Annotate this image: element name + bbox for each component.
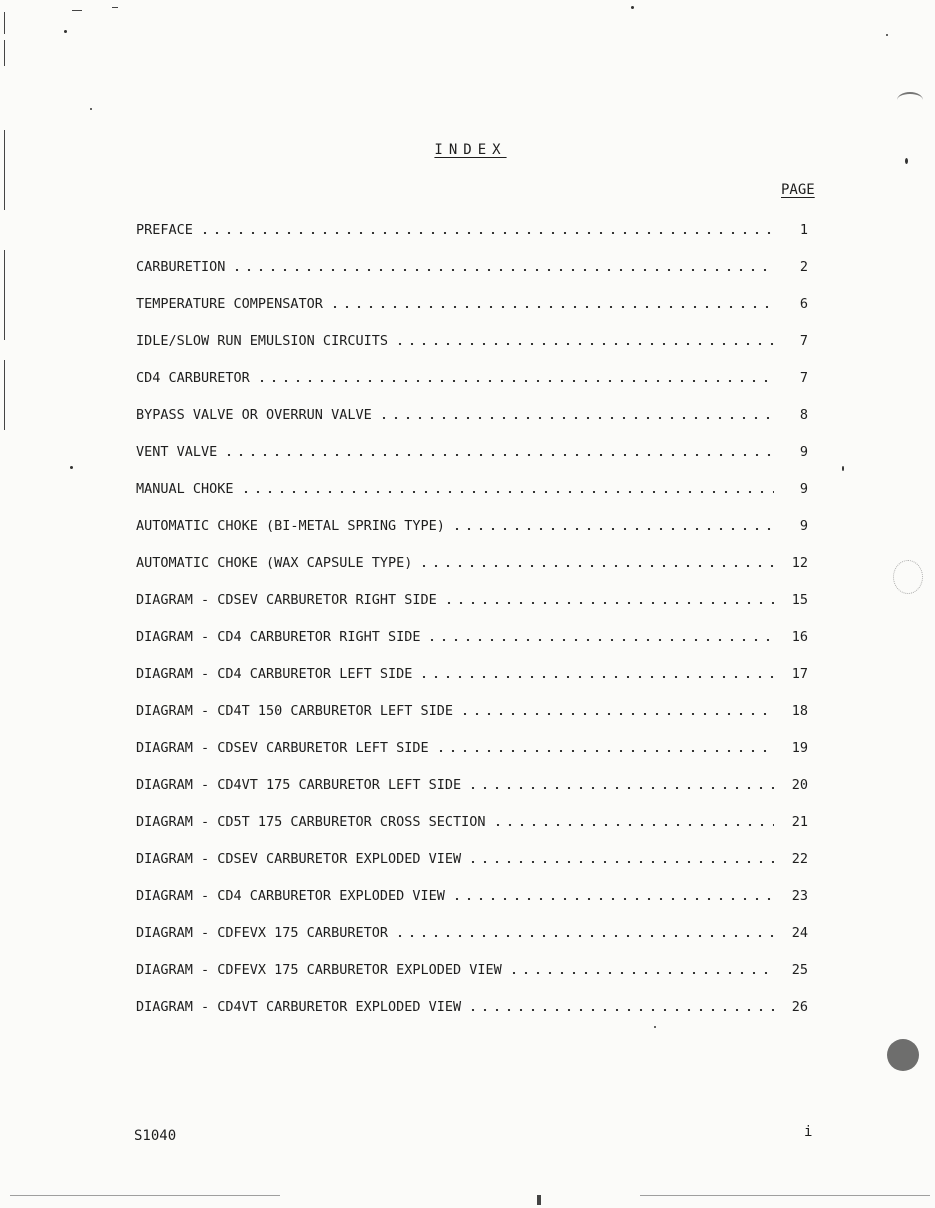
toc-entry xyxy=(136,588,808,608)
toc-entry-page: 2 xyxy=(799,259,808,275)
toc-entry-label: PREFACE xyxy=(136,222,193,238)
toc-entry xyxy=(136,514,808,534)
scan-mark xyxy=(10,1195,280,1196)
toc-entry xyxy=(136,218,808,238)
toc-entry-label: DIAGRAM - CD4VT CARBURETOR EXPLODED VIEW xyxy=(136,999,462,1015)
dot-leader xyxy=(394,935,774,937)
scan-mark xyxy=(4,12,5,34)
toc-entry-label: DIAGRAM - CD5T 175 CARBURETOR CROSS SECTION xyxy=(136,814,486,830)
toc-entry xyxy=(136,366,808,386)
toc-entry-page: 9 xyxy=(799,444,808,460)
scan-speck xyxy=(631,6,634,9)
toc-entry-page: 12 xyxy=(791,555,808,571)
scan-speck xyxy=(905,158,908,164)
dot-leader xyxy=(435,750,774,752)
scan-mark xyxy=(72,10,82,11)
toc-entry xyxy=(136,884,808,904)
dot-leader xyxy=(492,824,775,826)
toc-entry-page: 17 xyxy=(791,666,808,682)
toc-entry-page: 20 xyxy=(791,777,808,793)
scan-speck xyxy=(886,34,888,36)
punch-hole-mark xyxy=(893,560,923,594)
toc-entry-page: 7 xyxy=(799,333,808,349)
toc-entry xyxy=(136,958,808,978)
toc-entry-page: 1 xyxy=(799,222,808,238)
scan-mark xyxy=(4,360,5,430)
toc-entry-page: 26 xyxy=(791,999,808,1015)
scan-mark xyxy=(4,130,5,210)
toc-entry-page: 15 xyxy=(791,592,808,608)
dot-leader xyxy=(451,898,774,900)
dot-leader xyxy=(467,861,774,863)
toc-entry xyxy=(136,329,808,349)
toc-entry xyxy=(136,736,808,756)
toc-entry-label: IDLE/SLOW RUN EMULSION CIRCUITS xyxy=(136,333,388,349)
scan-speck xyxy=(64,30,67,33)
toc-entry-label: DIAGRAM - CD4 CARBURETOR RIGHT SIDE xyxy=(136,629,421,645)
toc-entry xyxy=(136,255,808,275)
toc-entry-label: DIAGRAM - CDFEVX 175 CARBURETOR EXPLODED VIEW xyxy=(136,962,502,978)
dot-leader xyxy=(240,491,774,493)
toc-entry-page: 6 xyxy=(799,296,808,312)
toc-entry-label: DIAGRAM - CD4VT 175 CARBURETOR LEFT SIDE xyxy=(136,777,462,793)
toc-entry xyxy=(136,699,808,719)
dot-leader xyxy=(378,417,774,419)
dot-leader xyxy=(467,1009,774,1011)
dot-leader xyxy=(443,602,774,604)
toc-entry xyxy=(136,625,808,645)
toc-entry-label: DIAGRAM - CD4 CARBURETOR LEFT SIDE xyxy=(136,666,413,682)
scan-mark xyxy=(537,1195,541,1205)
punch-hole-mark xyxy=(897,92,923,108)
dot-leader xyxy=(329,306,774,308)
toc-entry-page: 25 xyxy=(791,962,808,978)
toc-entry-label: DIAGRAM - CDFEVX 175 CARBURETOR xyxy=(136,925,388,941)
toc-entry xyxy=(136,551,808,571)
toc-entry xyxy=(136,403,808,423)
toc-entry xyxy=(136,292,808,312)
dot-leader xyxy=(418,565,774,567)
scan-mark xyxy=(4,250,5,340)
toc-entry-label: DIAGRAM - CDSEV CARBURETOR RIGHT SIDE xyxy=(136,592,437,608)
dot-leader xyxy=(231,269,774,271)
toc-entry-label: AUTOMATIC CHOKE (WAX CAPSULE TYPE) xyxy=(136,555,413,571)
toc-entry-page: 21 xyxy=(791,814,808,830)
toc-entry-page: 18 xyxy=(791,703,808,719)
scan-speck xyxy=(70,466,73,469)
toc-entry xyxy=(136,847,808,867)
scan-speck xyxy=(90,108,92,110)
dot-leader xyxy=(199,232,774,234)
toc-entry-label: BYPASS VALVE OR OVERRUN VALVE xyxy=(136,407,372,423)
dot-leader xyxy=(223,454,774,456)
toc-entry-page: 16 xyxy=(791,629,808,645)
toc-entry-label: DIAGRAM - CD4T 150 CARBURETOR LEFT SIDE xyxy=(136,703,453,719)
document-code: S1040 xyxy=(134,1128,177,1144)
toc-entry-page: 22 xyxy=(791,851,808,867)
toc-entry-page: 9 xyxy=(799,481,808,497)
toc-entry-page: 8 xyxy=(799,407,808,423)
toc-entry-page: 24 xyxy=(791,925,808,941)
scan-speck xyxy=(654,1026,656,1028)
toc-entry-page: 9 xyxy=(799,518,808,534)
toc-entry-label: CD4 CARBURETOR xyxy=(136,370,250,386)
scan-mark xyxy=(640,1195,930,1196)
toc-entry-label: CARBURETION xyxy=(136,259,226,275)
dot-leader xyxy=(256,380,774,382)
dot-leader xyxy=(467,787,774,789)
toc-entry xyxy=(136,995,808,1015)
toc-entry-label: DIAGRAM - CD4 CARBURETOR EXPLODED VIEW xyxy=(136,888,445,904)
dot-leader xyxy=(451,528,774,530)
toc-entry xyxy=(136,440,808,460)
scan-speck xyxy=(842,466,844,471)
toc-entry-label: DIAGRAM - CDSEV CARBURETOR EXPLODED VIEW xyxy=(136,851,462,867)
dot-leader xyxy=(508,972,774,974)
toc-entry-label: VENT VALVE xyxy=(136,444,218,460)
toc-entry-page: 19 xyxy=(791,740,808,756)
punch-hole-mark xyxy=(887,1039,919,1071)
toc-entry-label: TEMPERATURE COMPENSATOR xyxy=(136,296,323,312)
scan-mark xyxy=(4,40,5,66)
toc-entry-label: DIAGRAM - CDSEV CARBURETOR LEFT SIDE xyxy=(136,740,429,756)
toc-entry xyxy=(136,810,808,830)
scan-mark xyxy=(112,7,118,8)
page-column-header: PAGE xyxy=(781,182,815,198)
page-number: i xyxy=(804,1124,813,1140)
toc-entry-label: MANUAL CHOKE xyxy=(136,481,234,497)
dot-leader xyxy=(394,343,774,345)
toc-entry-page: 7 xyxy=(799,370,808,386)
index-title: INDEX xyxy=(434,142,507,158)
toc-entry xyxy=(136,921,808,941)
dot-leader xyxy=(459,713,774,715)
dot-leader xyxy=(426,639,774,641)
toc-entry xyxy=(136,477,808,497)
dot-leader xyxy=(418,676,774,678)
toc-entry xyxy=(136,773,808,793)
toc-entry xyxy=(136,662,808,682)
toc-entry-label: AUTOMATIC CHOKE (BI-METAL SPRING TYPE) xyxy=(136,518,445,534)
toc-entry-page: 23 xyxy=(791,888,808,904)
